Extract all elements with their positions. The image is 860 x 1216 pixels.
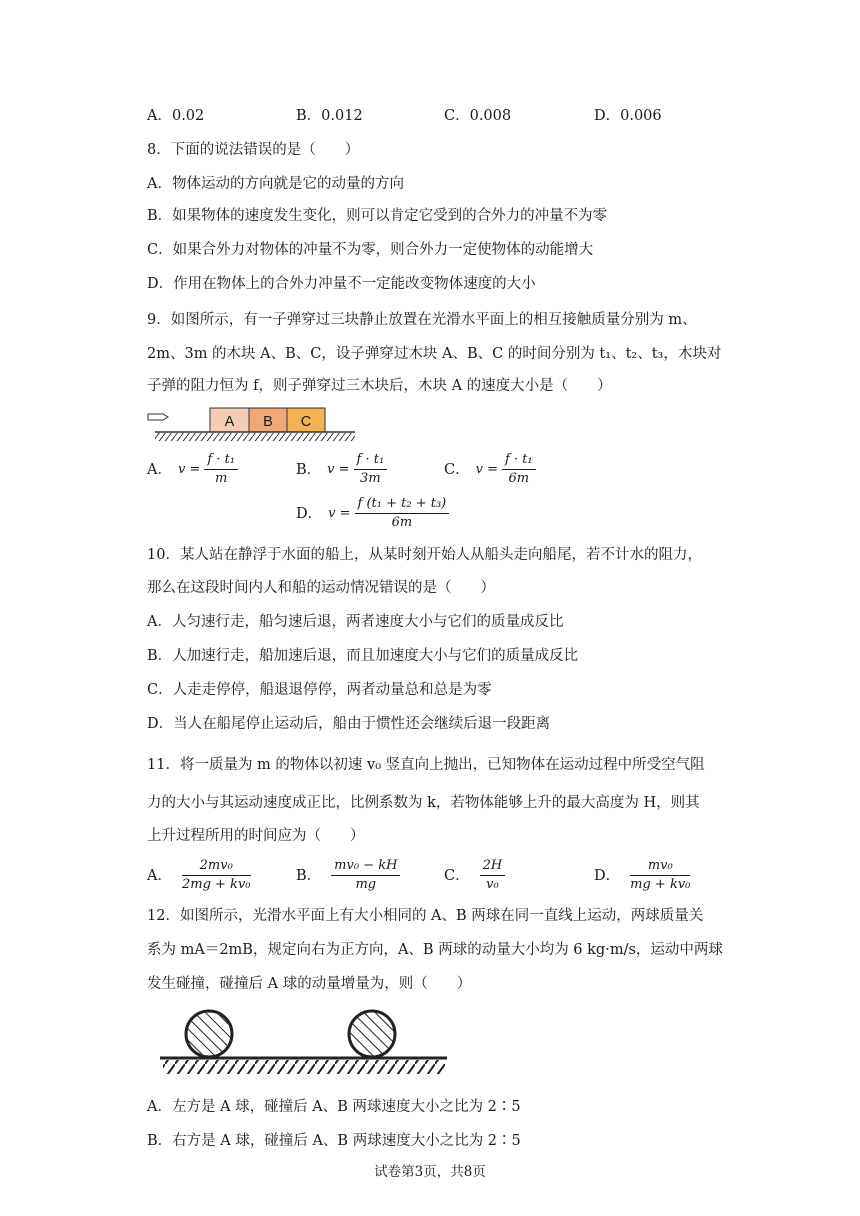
left-ball bbox=[186, 1011, 232, 1057]
q12-option-b: B．右方是 A 球，碰撞后 A、B 两球速度大小之比为 2∶5 bbox=[147, 1133, 521, 1149]
q11-stem-line1: 11．将一质量为 m 的物体以初速 v₀ 竖直向上抛出，已知物体在运动过程中所受空气阻 bbox=[147, 757, 705, 773]
q9-stem-line3: 子弹的阻力恒为 f，则子弹穿过三木块后，木块 A 的速度大小是（ ） bbox=[147, 378, 612, 394]
q11-option-b: B． $\frac{\text{mv₀ − kH}}{mg}$ bbox=[296, 858, 400, 893]
q8-option-a: A．物体运动的方向就是它的动量的方向 bbox=[147, 176, 404, 192]
block-a-label: A bbox=[224, 414, 235, 430]
q8-option-d: D．作用在物体上的合外力冲量不一定能改变物体速度的大小 bbox=[147, 276, 536, 292]
q11-stem-line2: 力的大小与其运动速度成正比，比例系数为 k，若物体能够上升的最大高度为 H，则其 bbox=[147, 795, 700, 811]
bullet-icon bbox=[148, 414, 168, 420]
q12-stem-line1: 12．如图所示，光滑水平面上有大小相同的 A、B 两球在同一直线上运动，两球质量关 bbox=[147, 908, 704, 924]
q11-stem-line3: 上升过程所用的时间应为（ ） bbox=[147, 828, 365, 844]
q12-option-a: A．左方是 A 球，碰撞后 A、B 两球速度大小之比为 2∶5 bbox=[147, 1099, 521, 1115]
block-c-label: C bbox=[300, 414, 312, 430]
q9-option-d: D． v = $\frac{\text{f (t₁ + t₂ + t₃)}}{6m}$ bbox=[296, 496, 449, 531]
block-b-label: B bbox=[263, 414, 273, 430]
q11-option-d: D． $\frac{\text{mv₀}}{\text{mg + kv₀}}$ bbox=[594, 858, 691, 892]
ground-hatch bbox=[155, 433, 355, 441]
q10-option-a: A．人匀速行走，船匀速后退，两者速度大小与它们的质量成反比 bbox=[147, 614, 564, 630]
q8-stem: 8．下面的说法错误的是（ ） bbox=[147, 142, 360, 158]
q9-stem-line2: 2m、3m 的木块 A、B、C，设子弹穿过木块 A、B、C 的时间分别为 t₁、t₂、t₃，木块对 bbox=[147, 346, 722, 362]
page-footer: 试卷第3页，共8页 bbox=[374, 1164, 486, 1180]
q9-option-a: A． v = $\frac{\text{f · t₁}}{m}$ bbox=[147, 452, 238, 487]
q10-stem-line2: 那么在这段时间内人和船的运动情况错误的是（ ） bbox=[147, 580, 495, 596]
q8-option-c: C．如果合外力对物体的冲量不为零，则合外力一定使物体的动能增大 bbox=[147, 242, 594, 258]
q12-stem-line2: 系为 mA＝2mB，规定向右为正方向，A、B 两球的动量大小均为 6 kg·m/s，运动中两球 bbox=[147, 942, 723, 958]
q9-stem-line1: 9．如图所示，有一子弹穿过三块静止放置在光滑水平面上的相互接触质量分别为 m、 bbox=[147, 312, 697, 328]
q7-option-d: D．0.006 bbox=[594, 108, 662, 124]
right-ball bbox=[349, 1011, 395, 1057]
q10-option-b: B．人加速行走，船加速后退，而且加速度大小与它们的质量成反比 bbox=[147, 648, 579, 664]
q7-option-b: B．0.012 bbox=[296, 108, 363, 124]
q11-option-c: C． $\frac{2H}{\text{v₀}}$ bbox=[444, 858, 505, 893]
q12-figure-balls bbox=[155, 1008, 455, 1080]
q10-stem-line1: 10．某人站在静浮于水面的船上，从某时刻开始人从船头走向船尾，若不计水的阻力， bbox=[147, 547, 702, 563]
q7-option-c: C．0.008 bbox=[444, 108, 512, 124]
q8-option-b: B．如果物体的速度发生变化，则可以肯定它受到的合外力的冲量不为零 bbox=[147, 208, 608, 224]
q9-option-c: C． v = $\frac{\text{f · t₁}}{6m}$ bbox=[444, 452, 536, 487]
q12-ground-hatch bbox=[163, 1060, 445, 1074]
q7-option-a: A．0.02 bbox=[147, 108, 205, 124]
q10-option-d: D．当人在船尾停止运动后，船由于惯性还会继续后退一段距离 bbox=[147, 716, 551, 732]
q10-option-c: C．人走走停停，船退退停停，两者动量总和总是为零 bbox=[147, 682, 492, 698]
q12-stem-line3: 发生碰撞，碰撞后 A 球的动量增量为，则（ ） bbox=[147, 976, 472, 992]
q11-option-a: A． $\frac{\text{2mv₀}}{\text{2mg + kv₀}}$ bbox=[147, 858, 251, 892]
q9-option-b: B． v = $\frac{\text{f · t₁}}{3m}$ bbox=[296, 452, 387, 487]
